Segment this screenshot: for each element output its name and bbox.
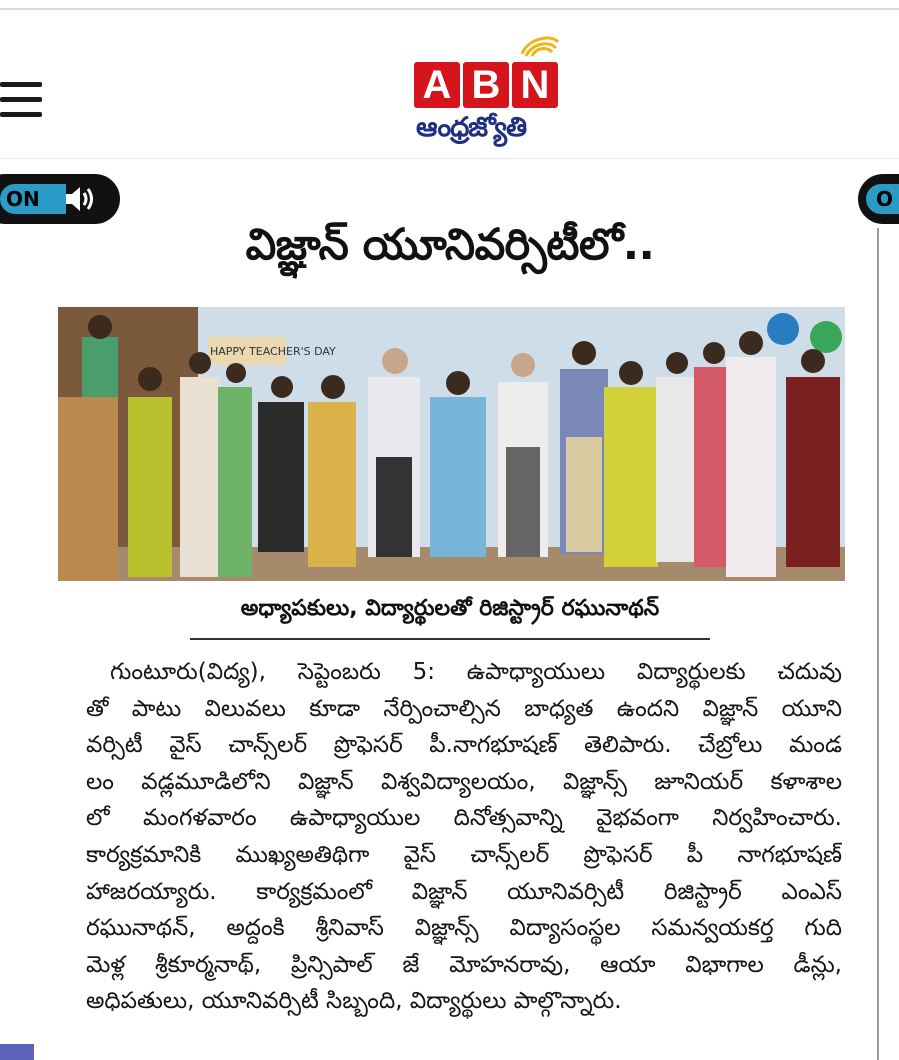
- article-body: [86, 654, 842, 1020]
- corner-badge[interactable]: [0, 1044, 34, 1060]
- menu-icon[interactable]: [0, 82, 44, 122]
- next-article-pill[interactable]: [858, 174, 899, 224]
- photo-caption: అధ్యాపకులు, విద్యార్థులతో రిజిస్ట్రార్ రఘునాథన్: [240, 596, 660, 621]
- column-divider: [877, 228, 879, 1060]
- event-photo: [58, 307, 845, 581]
- article-headline: విజ్ఞాన్ యూనివర్సిటీలో..: [245, 220, 655, 270]
- body-line: తో పాటు విలువలు కూడా నేర్పించాల్సిన బాధ్యత ఉందని విజ్ఞాన్ యూని: [86, 695, 842, 722]
- body-line: లం వడ్లమూడిలోని విజ్ఞాన్ విశ్వవిద్యాలయం, విజ్ఞాన్స్ జూనియర్ కళాశాల: [86, 768, 842, 795]
- listen-label: ON: [0, 184, 66, 214]
- body-line: అధిపతులు, యూనివర్సిటీ సిబ్బంది, విద్యార్థులు పాల్గొన్నారు.: [86, 988, 622, 1015]
- next-pill-label: O: [866, 184, 899, 214]
- clipped-text-fragment: [260, 1048, 640, 1060]
- listen-toggle-button[interactable]: [0, 174, 120, 224]
- clipped-text-fragment: [210, 183, 630, 203]
- logo-letter: B: [463, 62, 509, 108]
- abn-logo[interactable]: [414, 32, 564, 152]
- body-line: గుంటూరు(విద్య), సెప్టెంబరు 5: ఉపాధ్యాయులు విద్యార్థులకు చదువు: [110, 659, 842, 685]
- caption-underline: [190, 638, 710, 640]
- body-line: హాజరయ్యారు. కార్యక్రమంలో విజ్ఞాన్ యూనివర్సిటీ రిజిస్ట్రార్ ఎంఎస్: [86, 878, 842, 905]
- logo-letter: A: [414, 62, 460, 108]
- logo-letter: N: [512, 62, 558, 108]
- speaker-icon: [62, 181, 98, 217]
- body-line: లో మంగళవారం ఉపాధ్యాయుల దినోత్సవాన్ని వైభవంగా నిర్వహించారు.: [86, 805, 842, 832]
- body-line: మెళ్ల శ్రీకూర్మనాథ్, ప్రిన్సిపాల్ జే మోహనరావు, ఆయా విభాగాల డీన్లు,: [86, 951, 842, 978]
- logo-swirl-icon: [518, 32, 562, 58]
- body-line: రఘునాథన్, అద్దంకి శ్రీనివాస్ విజ్ఞాన్స్ విద్యాసంస్థల సమన్వయకర్త గుది: [86, 915, 842, 942]
- site-header: [0, 10, 899, 159]
- logo-subtitle: ఆంధ్రజ్యోతి: [416, 112, 527, 143]
- body-line: కార్యక్రమానికి ముఖ్యఅతిథిగా వైస్ చాన్స్‌లర్ ప్రొఫెసర్ పీ నాగభూషణ్: [86, 841, 842, 868]
- body-line: వర్సిటీ వైస్ చాన్స్‌లర్ ప్రొఫెసర్ పీ.నాగభూషణ్ తెలిపారు. చేబ్రోలు మండ: [86, 732, 842, 759]
- photo-banner-text: HAPPY TEACHER'S DAY: [210, 345, 336, 358]
